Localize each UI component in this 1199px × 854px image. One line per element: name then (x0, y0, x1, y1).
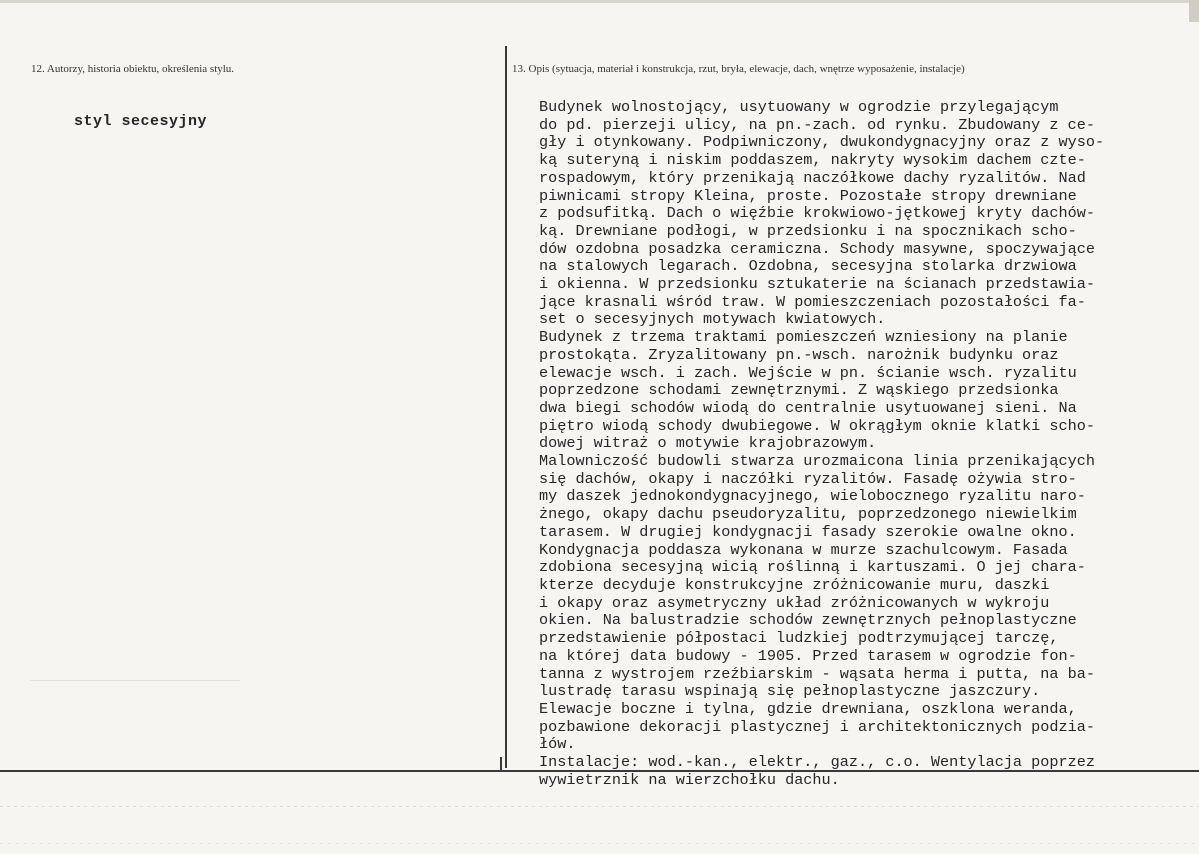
description-line: i okienna. W przedsionku sztukaterie na ścianach przedstawia- (539, 275, 1095, 294)
description-line: Budynek z trzema traktami pomieszczeń wzniesiony na planie (539, 328, 1068, 347)
dotted-rule (0, 806, 1199, 807)
section-13-label: 13. Opis (sytuacja, materiał i konstrukcja, rzut, bryła, elewacje, dach, wnętrze wyposażenie, instalacje) (512, 63, 965, 75)
description-line: poprzedzone schodami zewnętrznymi. Z wąskiego przedsionka (539, 381, 1059, 400)
faint-line (30, 680, 240, 681)
description-line: dowej witraż o motywie krajobrazowym. (539, 434, 877, 453)
style-note: styl secesyjny (74, 113, 208, 130)
description-line: dwa biegi schodów wiodą do centralnie usytuowanej sieni. Na (539, 398, 1077, 417)
top-edge (0, 0, 1199, 3)
description-line: łów. (539, 735, 576, 754)
description-line: i okapy oraz asymetryczny układ zróżnicowanych w wykroju (539, 593, 1050, 612)
description-line: do pd. pierzeji ulicy, na pn.-zach. od rynku. Zbudowany z ce- (539, 115, 1095, 134)
description-line: na której data budowy - 1905. Przed tarasem w ogrodzie fon- (539, 646, 1077, 665)
description-line: zdobiona secesyjną wicią roślinną i kartuszami. O jej chara- (539, 558, 1086, 577)
column-divider (505, 46, 507, 768)
description-line: ką suteryną i niskim poddaszem, nakryty wysokim dachem czte- (539, 151, 1086, 170)
description-line: żnego, okapy dachu pseudoryzalitu, poprzedzonego niewielkim (539, 505, 1077, 524)
description-line: się dachów, okapy i naczółki ryzalitów. Fasadę ożywia stro- (539, 469, 1077, 488)
description-text (539, 99, 1189, 789)
description-line: ką. Drewniane podłogi, w przedsionku i na spocznikach scho- (539, 221, 1077, 240)
divider-joint (500, 757, 514, 771)
description-line: okien. Na balustradzie schodów zewnętrznych pełnoplastyczne (539, 611, 1077, 630)
description-line: prostokąta. Zryzalitowany pn.-wsch. narożnik budynku oraz (539, 345, 1059, 364)
description-line: piętro wiodą schody dwubiegowe. W okrągłym oknie klatki scho- (539, 416, 1095, 435)
description-line: jące krasnali wśród traw. W pomieszczeniach pozostałości fa- (539, 292, 1086, 311)
description-line: my daszek jednokondygnacyjnego, wielobocznego ryzalitu naro- (539, 487, 1086, 506)
description-line: set o secesyjnych motywach kwiatowych. (539, 310, 886, 329)
description-line: Elewacje boczne i tylna, gdzie drewniana, oszklona weranda, (539, 699, 1077, 718)
section-12-label: 12. Autorzy, historia obiektu, określenia stylu. (31, 63, 235, 75)
description-line: dów ozdobna posadzka ceramiczna. Schody masywne, spoczywające (539, 239, 1095, 258)
description-line: kterze decyduje konstrukcyjne zróżnicowanie muru, daszki (539, 575, 1050, 594)
description-line: z podsufitką. Dach o więźbie krokwiowo-jętkowej kryty dachów- (539, 204, 1095, 223)
description-line: piwnicami stropy Kleina, proste. Pozostałe stropy drewniane (539, 186, 1077, 205)
dotted-rule-lower (0, 843, 1199, 844)
description-line: tanna z wystrojem rzeźbiarskim - wąsata herma i putta, na ba- (539, 664, 1095, 683)
description-line: elewacje wsch. i zach. Wejście w pn. ścianie wsch. ryzalitu (539, 363, 1077, 382)
description-line: Kondygnacja poddasza wykonana w murze szachulcowym. Fasada (539, 540, 1068, 559)
description-line: rospadowym, który przenikają naczółkowe dachy ryzalitów. Nad (539, 168, 1086, 187)
description-line: pozbawione dekoracji plastycznej i architektonicznych podzia- (539, 717, 1095, 736)
description-line: przedstawienie półpostaci ludzkiej podtrzymującej tarczę, (539, 629, 1059, 648)
description-line: wywietrznik na wierzchołku dachu. (539, 770, 840, 789)
description-line: Instalacje: wod.-kan., elektr., gaz., c.o. Wentylacja poprzez (539, 753, 1095, 772)
description-line: Budynek wolnostojący, usytuowany w ogrodzie przylegającym (539, 98, 1059, 116)
description-line: na stalowych legarach. Ozdobna, secesyjna stolarka drzwiowa (539, 257, 1077, 276)
description-line: tarasem. W drugiej kondygnacji fasady szerokie owalne okno. (539, 522, 1077, 541)
description-line: Malowniczość budowli stwarza urozmaicona linia przenikających (539, 452, 1095, 471)
description-line: lustradę tarasu wspinają się pełnoplastyczne jaszczury. (539, 682, 1041, 701)
description-line: gły i otynkowany. Podpiwniczony, dwukondygnacyjny oraz z wyso- (539, 133, 1105, 152)
corner-mark (1189, 0, 1199, 22)
